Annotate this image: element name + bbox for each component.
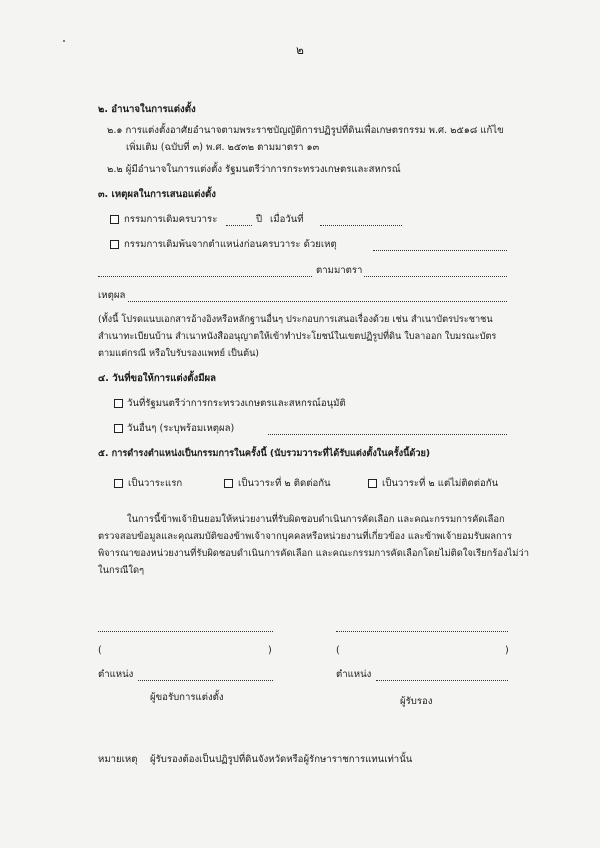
consent-line-4: ในกรณีใดๆ [98, 565, 145, 576]
footnote-text: ผู้รับรองต้องเป็นปฏิรูปที่ดินจังหวัดหรือผู้รักษาราชการแทนเท่านั้น [150, 754, 413, 765]
consent-line-2: ตรวจสอบข้อมูลและคุณสมบัติของข้าพเจ้าจากบุคคลหรือหน่วยงานที่เกี่ยวข้อง และข้าพเจ้ายอมรับผลการ [98, 531, 512, 542]
certifier-signature-line[interactable] [336, 631, 508, 632]
checkbox-second-term-nonconsecutive[interactable] [368, 479, 377, 488]
certifier-name-open-paren: ( [336, 645, 340, 656]
cause-continued-blank[interactable] [98, 276, 312, 277]
section-3-heading: ๓. เหตุผลในการเสนอแต่งตั้ง [98, 189, 216, 200]
option-left-before-term-label: กรรมการเดิมพ้นจากตำแหน่งก่อนครบวาระ ด้วยเหตุ [124, 239, 337, 250]
certifier-position-blank[interactable] [376, 680, 508, 681]
section-2-item-1-line-1: ๒.๑ การแต่งตั้งอาศัยอำนาจตามพระราชบัญญัติการปฏิรูปที่ดินเพื่อเกษตรกรรม พ.ศ. ๒๕๑๘ แก้ไข [107, 125, 504, 136]
applicant-position-label: ตำแหน่ง [98, 669, 134, 680]
section-4-heading: ๔. วันที่ขอให้การแต่งตั้งมีผล [98, 373, 217, 384]
section-number-label: ตามมาตรา [316, 265, 363, 276]
section-number-blank[interactable] [364, 276, 507, 277]
date-label: เมื่อวันที่ [270, 214, 304, 225]
section-2-heading: ๒. อำนาจในการแต่งตั้ง [98, 104, 196, 115]
option-second-term-nonconsecutive-label: เป็นวาระที่ ๒ แต่ไม่ติดต่อกัน [382, 478, 499, 489]
other-date-blank[interactable] [268, 434, 507, 435]
section-5-heading: ๕. การดำรงตำแหน่งเป็นกรรมการในครั้งนี้ (นับรวมวาระที่ได้รับแต่งตั้งในครั้งนี้ด้วย) [98, 448, 431, 459]
option-other-date-label: วันอื่นๆ (ระบุพร้อมเหตุผล) [127, 423, 235, 434]
checkbox-minister-approval-date[interactable] [114, 399, 123, 408]
consent-line-3: พิจารณาของหน่วยงานที่รับผิดชอบดำเนินการคัดเลือก และคณะกรรมการคัดเลือกโดยไม่ติดใจเรียกร้องไม่ว่า [98, 548, 529, 559]
certifier-position-label: ตำแหน่ง [336, 669, 372, 680]
checkbox-term-expired[interactable] [110, 215, 119, 224]
scan-speck [63, 40, 65, 42]
footnote-label: หมายเหตุ [98, 754, 138, 765]
applicant-name-close-paren: ) [268, 645, 272, 656]
page-number: ๒ [296, 43, 304, 57]
certifier-name-close-paren: ) [505, 645, 509, 656]
reason-blank[interactable] [128, 301, 507, 302]
years-blank[interactable] [226, 225, 252, 226]
applicant-name-open-paren: ( [98, 645, 102, 656]
applicant-caption: ผู้ขอรับการแต่งตั้ง [150, 692, 224, 703]
reason-label: เหตุผล [98, 290, 126, 301]
applicant-position-blank[interactable] [138, 680, 273, 681]
consent-line-1: ในการนี้ข้าพเจ้ายินยอมให้หน่วยงานที่รับผิดชอบดำเนินการคัดเลือก และคณะกรรมการคัดเลือก [127, 514, 505, 525]
option-minister-approval-date-label: วันที่รัฐมนตรีว่าการกระทรวงเกษตรและสหกรณ์อนุมัติ [127, 398, 346, 409]
checkbox-other-date[interactable] [114, 424, 123, 433]
cause-blank[interactable] [373, 250, 507, 251]
certifier-caption: ผู้รับรอง [400, 696, 433, 707]
applicant-signature-line[interactable] [98, 631, 273, 632]
checkbox-left-before-term[interactable] [110, 240, 119, 249]
attachment-note-line-3: ตามแต่กรณี หรือใบรับรองแพทย์ เป็นต้น) [98, 348, 259, 359]
checkbox-second-term-consecutive[interactable] [224, 479, 233, 488]
option-second-term-consecutive-label: เป็นวาระที่ ๒ ติดต่อกัน [238, 478, 331, 489]
option-first-term-label: เป็นวาระแรก [128, 478, 183, 489]
checkbox-first-term[interactable] [114, 479, 123, 488]
section-2-item-2: ๒.๒ ผู้มีอำนาจในการแต่งตั้ง รัฐมนตรีว่าการกระทรวงเกษตรและสหกรณ์ [107, 164, 401, 175]
years-label: ปี [256, 214, 263, 225]
attachment-note-line-2: สำเนาทะเบียนบ้าน สำเนาหนังสืออนุญาตให้เข้าทำประโยชน์ในเขตปฏิรูปที่ดิน ใบลาออก ใบมรณะบัตร [98, 331, 497, 342]
attachment-note-line-1: (ทั้งนี้ โปรดแนบเอกสารอ้างอิงหรือหลักฐานอื่นๆ ประกอบการเสนอเรื่องด้วย เช่น สำเนาบัตรประชาชน [98, 314, 493, 325]
option-term-expired-label: กรรมการเดิมครบวาระ [124, 214, 218, 225]
date-blank[interactable] [320, 225, 402, 226]
section-2-item-1-line-2: เพิ่มเติม (ฉบับที่ ๓) พ.ศ. ๒๕๓๒ ตามมาตรา ๑๓ [126, 142, 320, 153]
